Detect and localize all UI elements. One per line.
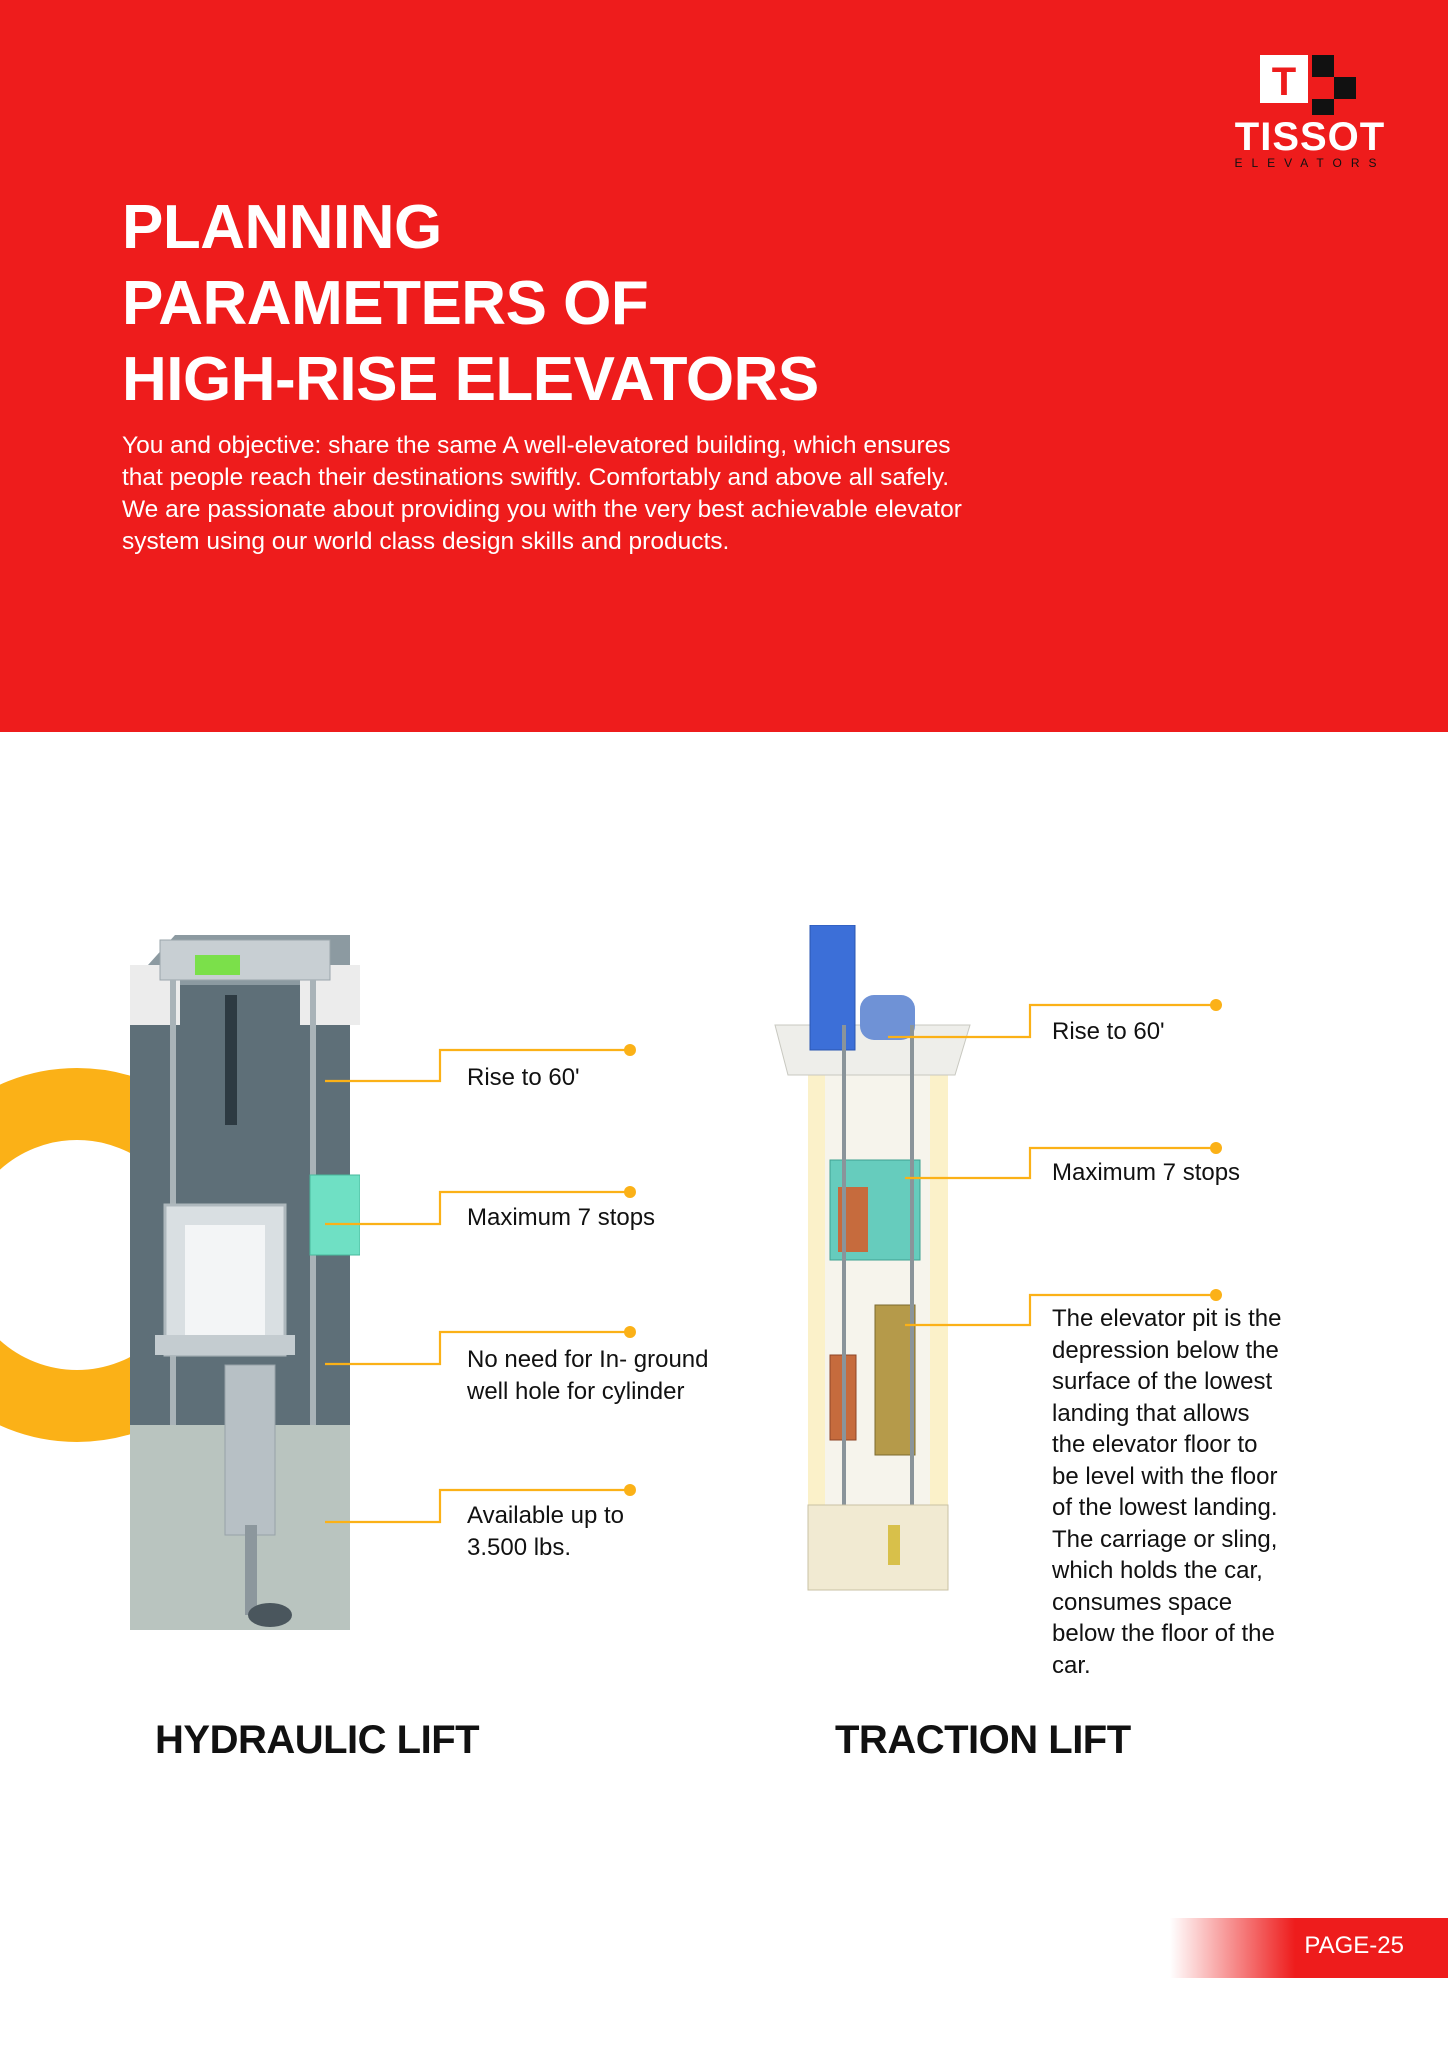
logo-tagline: ELEVATORS [1234, 156, 1386, 170]
logo-brand-name: TISSOT [1234, 115, 1386, 159]
page-number-tab [1170, 1918, 1448, 1978]
hydraulic-lift-title: HYDRAULIC LIFT [155, 1718, 480, 1762]
traction-lift-title: TRACTION LIFT [835, 1718, 1131, 1762]
hero-banner [0, 0, 1448, 732]
title-line: HIGH-RISE ELEVATORS [122, 345, 819, 414]
intro-line: that people reach their destinations swiftly. Comfortably and above all safely. [122, 464, 950, 491]
logo-mark-icon [1260, 55, 1360, 115]
traction-lift-illustration [770, 925, 980, 1615]
traction-callout-pit: The elevator pit is the depression below the surface of the lowest landing that allows the elevator floor to be level with the floor of the lowest landing. The carriage or sling, which holds the car, consumes space below the floor of the car. [1052, 1305, 1282, 1679]
svg-text:T: T [1271, 60, 1297, 104]
page-number: PAGE-25 [1304, 1932, 1404, 1959]
traction-callout-rise: Rise to 60' [1052, 1018, 1165, 1045]
intro-line: You and objective: share the same A well-elevatored building, which ensures [122, 432, 951, 459]
intro-line: We are passionate about providing you with the very best achievable elevator [122, 496, 962, 523]
page-title [122, 190, 1022, 418]
traction-callout-stops: Maximum 7 stops [1052, 1159, 1241, 1186]
hydraulic-callout-rise: Rise to 60' [467, 1064, 580, 1091]
tissot-logo[interactable] [1230, 55, 1390, 175]
title-line: PLANNING [122, 193, 442, 262]
intro-paragraph [122, 430, 1122, 558]
intro-line: system using our world class design skills and products. [122, 528, 730, 555]
hydraulic-callout-capacity: Available up to 3.500 lbs. [467, 1502, 625, 1561]
hydraulic-lift-illustration [110, 925, 360, 1650]
hydraulic-callout-stops: Maximum 7 stops [467, 1204, 656, 1231]
hydraulic-callout-inground: No need for In- ground well hole for cylinder [467, 1346, 709, 1405]
title-line: PARAMETERS OF [122, 269, 649, 338]
